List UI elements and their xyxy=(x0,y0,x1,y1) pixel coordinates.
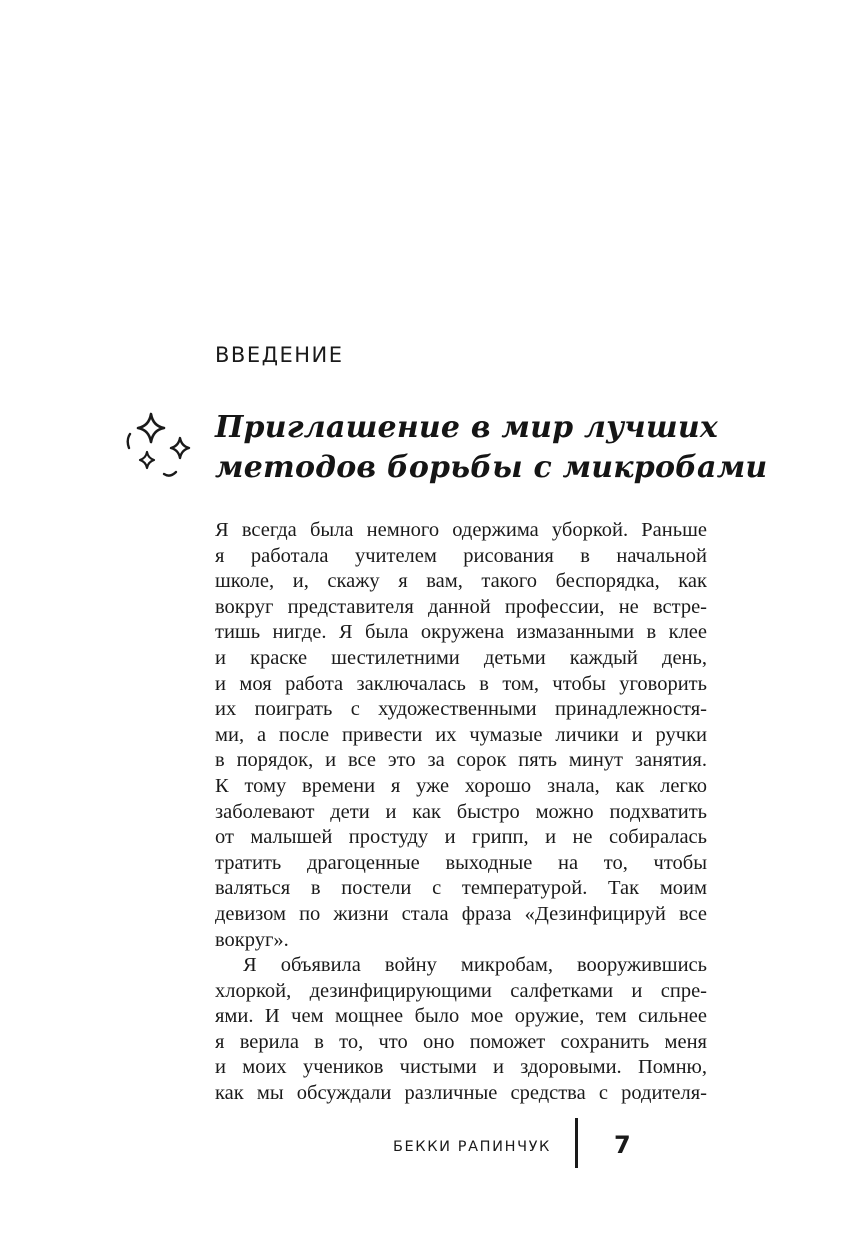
text-line: как мы обсуждали различные средства с родителя- xyxy=(215,1082,707,1105)
text-line: вокруг». xyxy=(215,928,289,951)
text-line: и краске шестилетними детьми каждый день, xyxy=(215,646,707,669)
text-line: девизом по жизни стала фраза «Дезинфицируй все xyxy=(215,902,707,925)
text-line: ми, а после привести их чумазые личики и ручки xyxy=(215,723,707,746)
text-line: тратить драгоценные выходные на то, чтобы xyxy=(215,851,707,874)
chapter-title xyxy=(215,408,768,488)
text-line: валяться в постели с температурой. Так моим xyxy=(215,877,707,900)
running-footer-author: БЕККИ РАПИНЧУК xyxy=(393,1139,551,1155)
text-line: Я всегда была немного одержима уборкой. Раньше xyxy=(215,519,707,541)
page-number: 7 xyxy=(614,1131,631,1159)
paragraph-1 xyxy=(215,518,707,953)
text-line: школе, и, скажу я вам, такого беспорядка, как xyxy=(215,570,707,593)
sparkles-icon xyxy=(118,408,198,488)
text-line: я работала учителем рисования в начальной xyxy=(215,544,707,567)
text-line: тишь нигде. Я была окружена измазанными в клее xyxy=(215,621,707,644)
text-line: их поиграть с художественными принадлежностя- xyxy=(215,698,707,721)
text-line: хлоркой, дезинфицирующими салфетками и спре- xyxy=(215,979,707,1002)
text-line: Я объявила войну микробам, вооружившись xyxy=(243,954,707,977)
text-line: вокруг представителя данной профессии, не встре- xyxy=(215,595,707,618)
paragraph-2 xyxy=(215,953,707,1107)
footer-divider xyxy=(575,1118,578,1168)
text-line: ями. И чем мощнее было мое оружие, тем сильнее xyxy=(215,1005,707,1028)
section-label: ВВЕДЕНИЕ xyxy=(215,343,344,367)
chapter-title-line-1: Приглашение в мир лучших xyxy=(215,410,718,445)
text-line: заболевают дети и как быстро можно подхватить xyxy=(215,800,707,823)
text-line: К тому времени я уже хорошо знала, как легко xyxy=(215,774,707,797)
text-line: я верила в то, что оно поможет сохранить меня xyxy=(215,1030,707,1053)
text-line: от малышей простуду и грипп, и не собиралась xyxy=(215,826,707,849)
text-line: и моя работа заключалась в том, чтобы уговорить xyxy=(215,672,707,695)
text-line: и моих учеников чистыми и здоровыми. Помню, xyxy=(215,1056,707,1079)
chapter-title-line-2: методов борьбы с микробами xyxy=(215,450,768,485)
text-line: в порядок, и все это за сорок пять минут занятия. xyxy=(215,749,707,772)
body-text xyxy=(215,518,707,1107)
